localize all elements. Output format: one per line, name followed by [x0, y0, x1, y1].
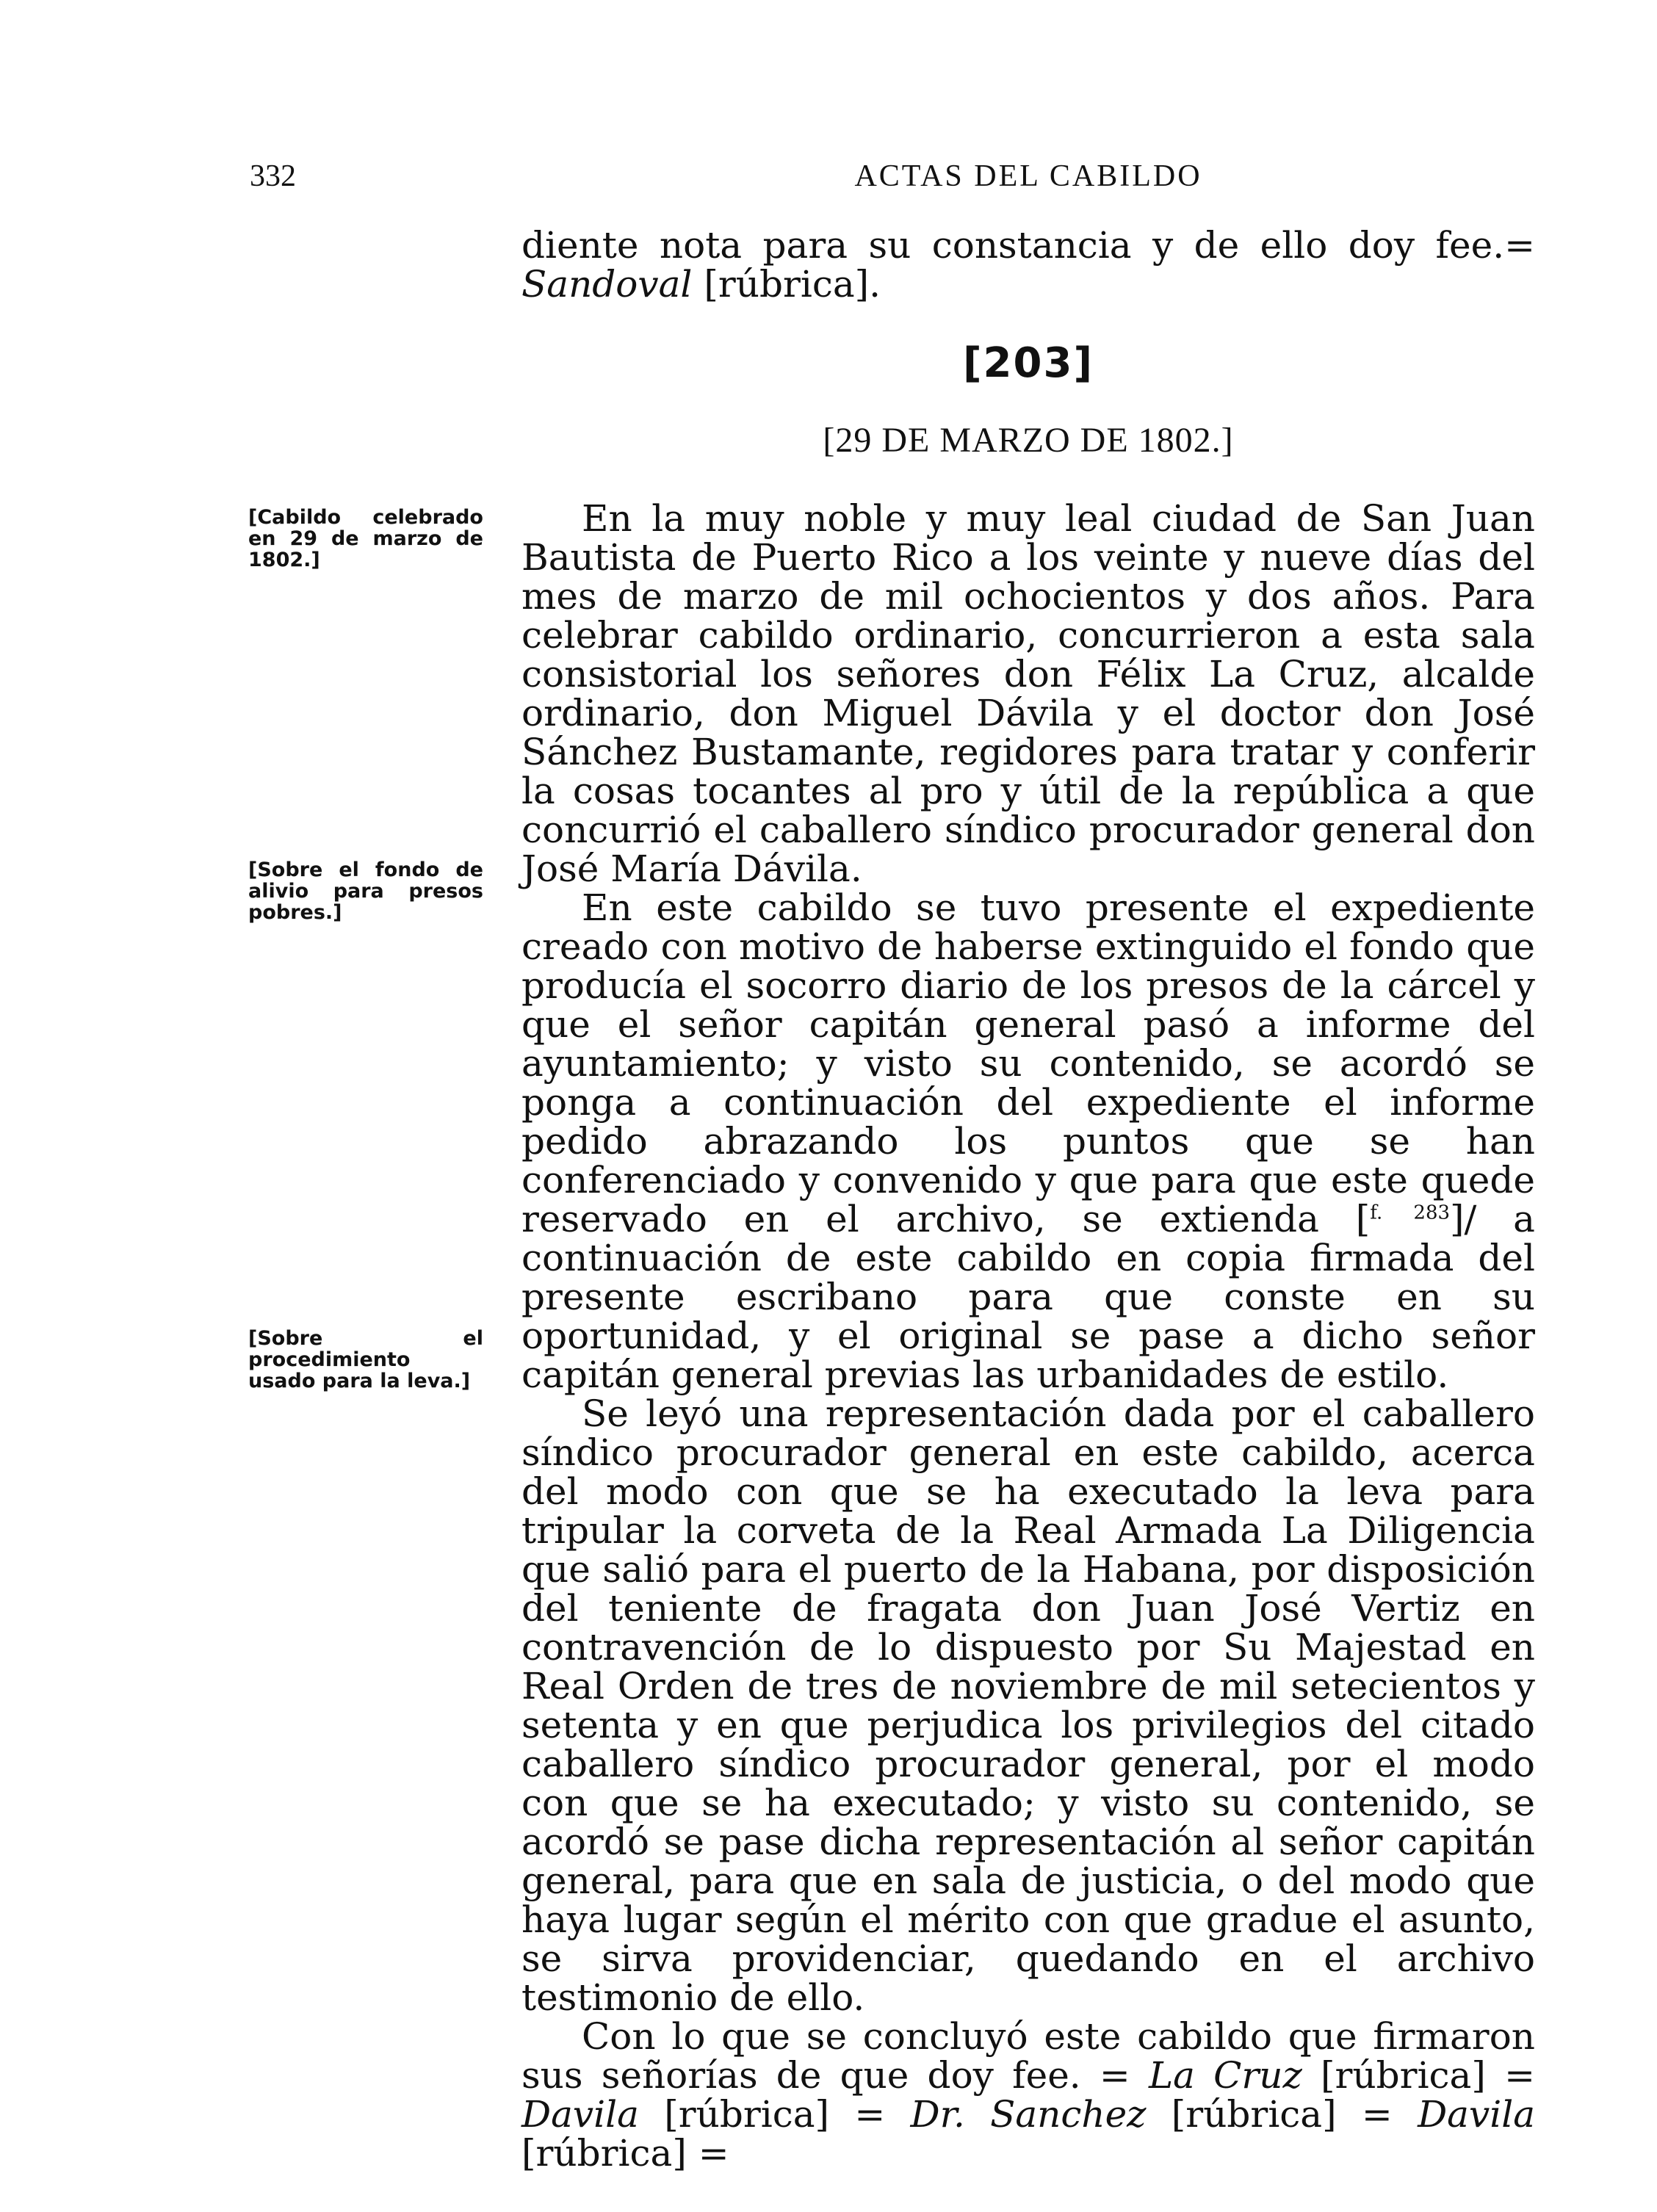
- document-number: [203]: [962, 339, 1094, 387]
- rubrica-mark: [rúbrica]: [1321, 2054, 1486, 2097]
- separator: =: [1361, 2093, 1393, 2136]
- paragraph-leva: Se leyó una representación dada por el caballero síndico procurador general en este cabildo, acerca del modo con que se ha executado la leva para tripular la corveta de la Real Armada La Diligencia que salió para el puerto de la Habana, por disposición del teniente de fragata don Juan José Vertiz en contravención de lo dispuesto por Su Majestad en Real Orden de tres de noviembre de mil setecientos y setenta y en que perjudica los privilegios del citado caballero síndico procurador general, por el modo con que se ha executado; y visto su contenido, se acordó se pase dicha representación al señor capitán general, para que en sala de justicia, o del modo que haya lugar según el mérito con que gradue el asunto, se sirva providenciar, quedando en el archivo testimonio de ello.: [521, 1392, 1535, 2019]
- running-title: ACTAS DEL CABILDO: [854, 159, 1202, 193]
- paragraph-fondo-part1: En este cabildo se tuvo presente el expediente creado con motivo de haberse extinguido el fondo que producía el socorro diario de los presos de la cárcel y que el señor capitán general pasó a informe del ayuntamiento; y visto su contenido, se acordó se ponga a continuación del expediente el informe pedido abrazando los puntos que se han conferenciado y convenido y que para que este quede reservado en el archivo, se extienda [: [521, 886, 1535, 1240]
- margin-note-leva: [Sobre el procedimiento usado para la leva.]: [248, 1327, 483, 1392]
- page-number: 332: [250, 159, 296, 193]
- signature-la-cruz: La Cruz: [1148, 2054, 1302, 2097]
- signature-dr-sanchez: Dr. Sanchez: [910, 2093, 1147, 2136]
- separator: =: [1504, 2054, 1535, 2097]
- paragraph-fondo-part2: ]/ a continuación de este cabildo en copia firmada del presente escribano para que conste en su oportunidad, y el original se pase a dicho señor capitán general previas las urbanidades de estilo.: [521, 1198, 1535, 1396]
- signature-davila: Davila: [521, 2093, 639, 2136]
- folio-label: f.: [1370, 1201, 1383, 1224]
- separator: =: [698, 2132, 729, 2175]
- separator: =: [854, 2093, 886, 2136]
- closing-intro: Con lo que se concluyó este cabildo que firmaron sus señorías de que doy fee. =: [521, 2015, 1535, 2097]
- rubrica-mark: [rúbrica]: [1171, 2093, 1337, 2136]
- document-date: [29 DE MARZO DE 1802.]: [823, 421, 1234, 460]
- rubrica-mark: [rúbrica]: [521, 2132, 687, 2175]
- margin-note-cabildo: [Cabildo celebrado en 29 de marzo de 1802.]: [248, 506, 483, 571]
- rubrica-mark: [rúbrica].: [704, 263, 881, 306]
- main-text: [521, 499, 1535, 2173]
- folio-number: 283: [1413, 1201, 1451, 1224]
- paragraph-opening: En la muy noble y muy leal ciudad de San Juan Bautista de Puerto Rico a los veinte y nueve días del mes de marzo de mil ochocientos y dos años. Para celebrar cabildo ordinario, concurrieron a esta sala consistorial los señores don Félix La Cruz, alcalde ordinario, don Miguel Dávila y el doctor don José Sánchez Bustamante, regidores para tratar y conferir la cosas tocantes al pro y útil de la república a que concurrió el caballero síndico procurador general don José María Dávila.: [521, 497, 1535, 890]
- continuation-text: [521, 226, 1535, 304]
- paragraph-fondo-alivio: [521, 886, 1535, 1396]
- margin-note-fondo-presos: [Sobre el fondo de alivio para presos pobres.]: [248, 859, 483, 924]
- signature-sandoval: Sandoval: [521, 263, 693, 306]
- paragraph-closing: [521, 2017, 1535, 2173]
- rubrica-mark: [rúbrica]: [664, 2093, 830, 2136]
- signature-davila-2: Davila: [1418, 2093, 1536, 2136]
- continuation-body: diente nota para su constancia y de ello doy fee.=: [521, 224, 1535, 267]
- folio-marker: [1370, 1201, 1450, 1224]
